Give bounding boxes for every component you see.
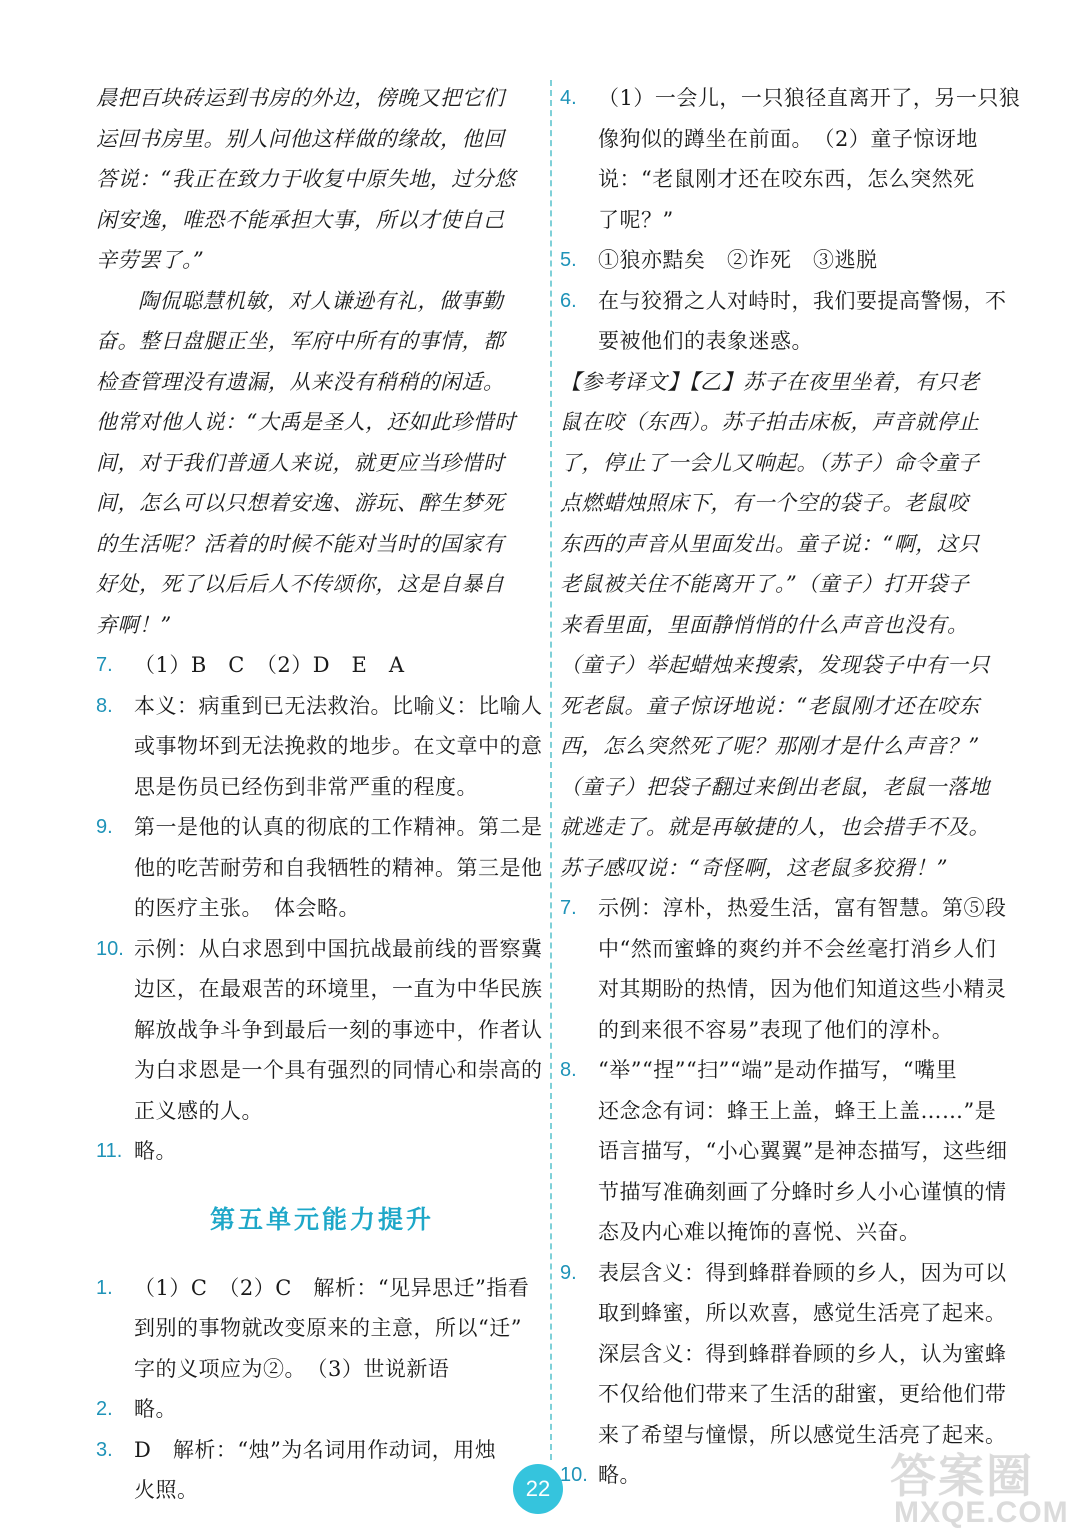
text-line: （1）B C （2）D E A xyxy=(134,653,405,677)
text-line: 略。 xyxy=(134,1397,177,1421)
text-line: 或事物坏到无法挽救的地步。在文章中的意 xyxy=(134,734,543,758)
text-line: 苏子感叹说：“奇怪啊，这老鼠多狡猾！” xyxy=(560,855,948,880)
column-divider xyxy=(550,80,552,1460)
text-line: 死老鼠。童子惊讶地说：“老鼠刚才还在咬东 xyxy=(560,693,980,718)
text-line: 示例：淳朴，热爱生活，富有智慧。第⑤段 xyxy=(598,896,1007,920)
left-column xyxy=(96,78,548,1511)
text-line: 的到来很不容易”表现了他们的淳朴。 xyxy=(598,1017,954,1042)
text-line: 解放战争斗争到最后一刻的事迹中，作者认 xyxy=(134,1017,543,1042)
answer-number: 8. xyxy=(96,694,113,717)
answer-number: 10. xyxy=(96,937,124,960)
text-line: 弃啊！” xyxy=(96,612,172,637)
text-line: 点燃蜡烛照床下，有一个空的袋子。老鼠咬 xyxy=(560,491,969,515)
text-line: 对其期盼的热情，因为他们知道这些小精灵 xyxy=(598,977,1007,1001)
text-line: 说：“老鼠刚才还在咬东西，怎么突然死 xyxy=(598,167,975,191)
answer-item xyxy=(560,888,1010,1050)
text-line: 闲安逸，唯恐不能承担大事，所以才使自己 xyxy=(96,207,505,232)
text-line: 答说：“我正在致力于收复中原失地，过分悠 xyxy=(96,167,516,191)
answer-item xyxy=(96,1131,548,1172)
text-line: 东西的声音从里面发出。童子说：“啊，这只 xyxy=(560,531,980,556)
answer-list-left xyxy=(96,645,548,1172)
text-line: 要被他们的表象迷惑。 xyxy=(598,329,813,353)
answer-item xyxy=(96,645,548,686)
text-line: 示例：从白求恩到中国抗战最前线的晋察冀 xyxy=(134,936,543,961)
answer-number: 3. xyxy=(96,1438,113,1461)
text-line: 略。 xyxy=(134,1139,177,1163)
text-line: 晨把百块砖运到书房的外边，傍晚又把它们 xyxy=(96,86,505,110)
text-line: 他的吃苦耐劳和自我牺牲的精神。第三是他 xyxy=(134,855,543,880)
text-line: 中“然而蜜蜂的爽约并不会丝毫打消乡人们 xyxy=(598,936,997,961)
right-column xyxy=(560,78,1021,1496)
answer-number: 5. xyxy=(560,249,577,271)
answer-item xyxy=(96,807,548,929)
text-line: 西，怎么突然死了呢？那刚才是什么声音？” xyxy=(560,734,980,758)
text-line: 火照。 xyxy=(134,1478,199,1502)
answer-item xyxy=(96,1389,548,1430)
answer-number: 11. xyxy=(96,1140,123,1162)
text-line: 深层含义：得到蜂群眷顾的乡人，认为蜜蜂 xyxy=(598,1341,1007,1366)
watermark-logo xyxy=(880,1440,1070,1535)
text-line: 好处，死了以后后人不传颂你，这是自暴自 xyxy=(96,572,505,596)
text-line: 辛劳罢了。” xyxy=(96,248,205,272)
text-line: 了，停止了一会儿又响起。（苏子）命令童子 xyxy=(560,450,980,475)
answer-item xyxy=(560,240,1010,281)
answer-item xyxy=(560,1050,1010,1253)
text-line: 的生活呢？活着的时候不能对当时的国家有 xyxy=(96,531,505,556)
answer-number: 1. xyxy=(96,1276,113,1299)
answer-item xyxy=(560,78,1021,240)
translation-continued xyxy=(96,78,548,281)
text-line: 取到蜂蜜，所以欢喜，感觉生活亮了起来。 xyxy=(598,1301,1007,1325)
text-line: 在与狡猾之人对峙时，我们要提高警惕，不 xyxy=(598,288,1007,313)
answer-number: 4. xyxy=(560,87,577,109)
answer-number: 10. xyxy=(560,1464,588,1486)
text-line: 略。 xyxy=(598,1463,641,1487)
answer-number: 9. xyxy=(96,816,113,838)
text-line: 还念念有词：蜂王上盖，蜂王上盖……”是 xyxy=(598,1098,997,1123)
answer-list-right xyxy=(560,78,1021,362)
answer-number: 9. xyxy=(560,1261,577,1284)
text-line: （1）C （2）C 解析：“见异思迁”指看 xyxy=(134,1275,530,1300)
text-line: 他常对他人说：“大禹是圣人，还如此珍惜时 xyxy=(96,410,516,434)
answer-number: 8. xyxy=(560,1059,577,1081)
text-line: 检查管理没有遗漏，从来没有稍稍的闲适。 xyxy=(96,369,505,394)
text-line: “举”“捏”“扫”“端”是动作描写，“嘴里 xyxy=(598,1058,958,1082)
text-line: 来看里面，里面静悄悄的什么声音也没有。 xyxy=(560,612,969,637)
translation-paragraph xyxy=(96,281,548,646)
text-line: 间，怎么可以只想着安逸、游玩、醉生梦死 xyxy=(96,491,505,515)
text-line: （童子）把袋子翻过来倒出老鼠，老鼠一落地 xyxy=(560,774,990,799)
text-line: 节描写准确刻画了分蜂时乡人小心谨慎的情 xyxy=(598,1179,1007,1204)
page-number-badge: 22 xyxy=(513,1464,563,1514)
answer-item xyxy=(96,686,548,808)
text-line: 运回书房里。别人问他这样做的缘故，他回 xyxy=(96,126,505,151)
text-line: 【参考译文】【乙】苏子在夜里坐着，有只老 xyxy=(560,369,980,394)
text-line: （1）一会儿，一只狼径直离开了，另一只狼 xyxy=(598,86,1021,110)
text-line: 像狗似的蹲坐在前面。 （2）童子惊讶地 xyxy=(598,126,978,151)
text-line: 间，对于我们普通人来说，就更应当珍惜时 xyxy=(96,450,505,475)
text-line: 为白求恩是一个具有强烈的同情心和崇高的 xyxy=(134,1058,543,1082)
text-line: （童子）举起蜡烛来搜索，发现袋子中有一只 xyxy=(560,653,990,677)
text-line: 就逃走了。就是再敏捷的人，也会措手不及。 xyxy=(560,815,990,839)
text-line: 本义：病重到已无法救治。比喻义：比喻人 xyxy=(134,693,543,718)
text-line: 正义感的人。 xyxy=(134,1098,263,1123)
watermark-en: MXQE.COM xyxy=(894,1496,1069,1529)
reference-translation xyxy=(560,362,1010,889)
text-line: 来了希望与憧憬，所以感觉生活亮了起来。 xyxy=(598,1422,1007,1447)
text-line: 边区，在最艰苦的环境里，一直为中华民族 xyxy=(134,977,543,1001)
answer-number: 2. xyxy=(96,1398,113,1420)
answer-item xyxy=(96,1430,548,1511)
answer-item xyxy=(560,281,1010,362)
text-line: 第一是他的认真的彻底的工作精神。第二是 xyxy=(134,815,543,839)
answer-list-unit5 xyxy=(96,1268,548,1511)
text-line: 奋。整日盘腿正坐，军府中所有的事情，都 xyxy=(96,329,505,353)
answer-list-right-2 xyxy=(560,888,1010,1496)
answer-item xyxy=(560,1253,1010,1456)
text-line: 表层含义：得到蜂群眷顾的乡人，因为可以 xyxy=(598,1260,1007,1285)
text-line: 思是伤员已经伤到非常严重的程度。 xyxy=(134,774,478,799)
text-line: 不仅给他们带来了生活的甜蜜，更给他们带 xyxy=(598,1382,1007,1406)
answer-item xyxy=(96,1268,548,1390)
answer-number: 6. xyxy=(560,289,577,312)
section-title: 第五单元能力提升 xyxy=(209,1204,434,1234)
answer-number: 7. xyxy=(560,897,577,919)
text-line: D 解析：“烛”为名词用作动词，用烛 xyxy=(134,1437,497,1462)
answer-number: 7. xyxy=(96,654,113,676)
answer-item xyxy=(96,929,548,1132)
text-line: 的医疗主张。 体会略。 xyxy=(134,896,360,920)
text-line: 态及内心难以掩饰的喜悦、兴奋。 xyxy=(598,1220,921,1244)
text-line: 字的义项应为②。 （3）世说新语 xyxy=(134,1356,450,1381)
text-line: 老鼠被关住不能离开了。”（童子）打开袋子 xyxy=(560,572,970,596)
text-line: 语言描写，“小心翼翼”是神态描写，这些细 xyxy=(598,1139,1008,1163)
text-line: 了呢？” xyxy=(598,207,674,232)
text-line: ①狼亦黠矣 ②诈死 ③逃脱 xyxy=(598,248,878,272)
text-line: 到别的事物就改变原来的主意，所以“迁” xyxy=(134,1316,522,1340)
watermark-cn: 答案圈 xyxy=(890,1449,1034,1503)
text-line: 陶侃聪慧机敏，对人谦逊有礼，做事勤 xyxy=(138,288,504,313)
text-line: 鼠在咬（东西）。苏子拍击床板，声音就停止 xyxy=(560,410,980,434)
